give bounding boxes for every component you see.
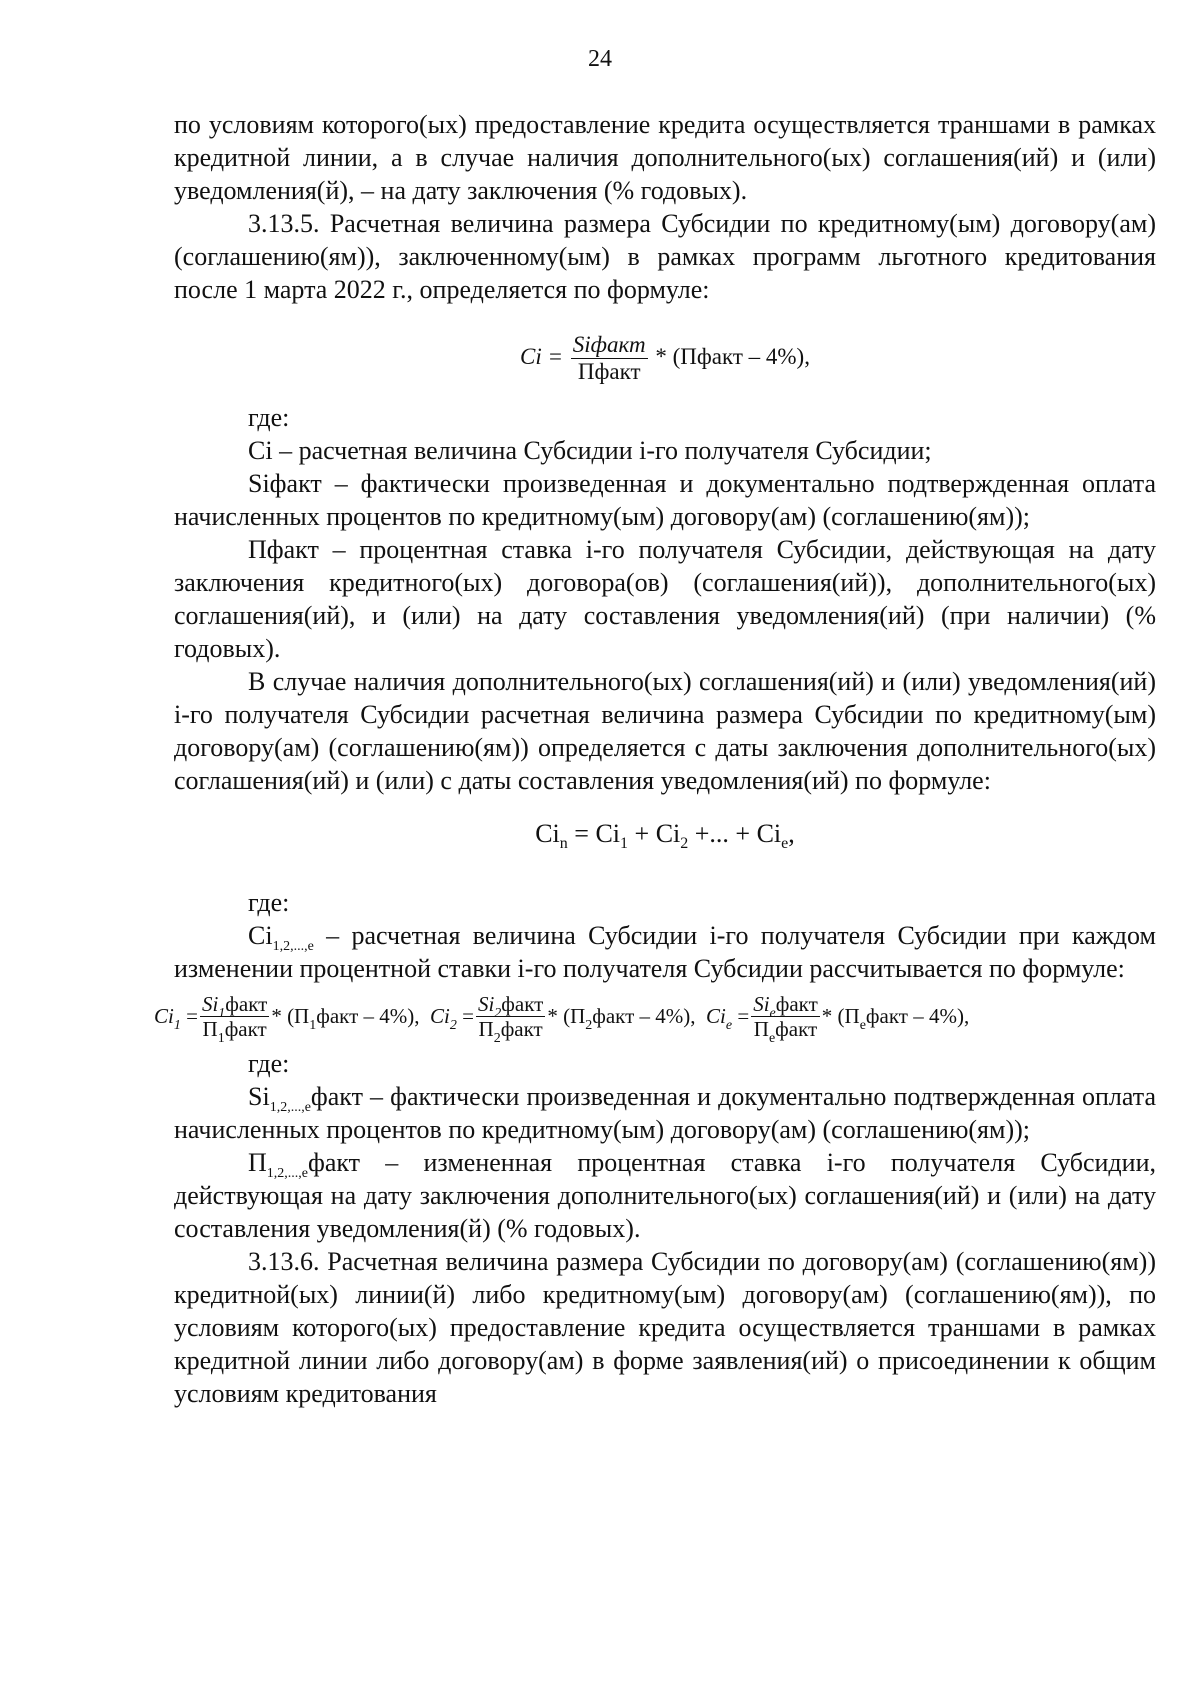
formula-term-rhs: * $(П_eфакт - 4\%)$,: [821, 1003, 970, 1033]
formula-ci-series: $Ci_1$ = $\frac{Si_1факт}{П_1факт}$ * $(П_1факт - 4\%)$, $Ci_2$ = $\frac{Si_2факт}{П_2факт}$ * $(П_2факт - 4\%)$, $Ci_e$ = $\frac{Si_eфакт}{П_eфакт}$ * $(П_eфакт - 4\%)$,: [154, 991, 970, 1046]
definition-term: П: [248, 1148, 267, 1177]
paragraph-3-13-5: 3.13.5. Расчетная величина размера Субсидии по кредитному(ым) договору(ам) (соглашению(ям)), заключенному(ым) в рамках программ льготного кредитования после 1 марта 2022 г., определяется по формуле:: [174, 209, 1156, 304]
definition-p-1-2-e: [174, 1146, 1156, 1245]
formula-term-fraction: $\frac{Si_1факт}{П_1факт}$: [201, 991, 268, 1046]
formula-cin-subscript: 2: [680, 835, 689, 852]
definition-p-fact: Пфакт – процентная ставка i-го получателя Субсидии, действующая на дату заключения кредитного(ых) договора(ов) (соглашения(ий)), дополнительного(ых) соглашения(ий), и (или) на дату составления уведомления(ий) (при наличии) (% годовых).: [174, 535, 1156, 663]
formula-cin: [174, 817, 1156, 850]
definition-term: Si: [248, 1082, 270, 1111]
formula-cin-term: +... + Ci: [688, 819, 782, 848]
formula-cin-term: = Ci: [567, 819, 621, 848]
formula-cin-term: Ci: [535, 819, 560, 848]
definition-si-fact: Siфакт – фактически произведенная и документально подтвержденная оплата начисленных процентов по кредитному(ым) договору(ам) (соглашению(ям));: [174, 469, 1156, 531]
document-body: [154, 108, 1156, 1410]
formula-term-lhs: $Ci_2$: [430, 1003, 457, 1033]
formula-ci-rhs: * (Пфакт – 4%),: [649, 343, 810, 369]
formula-cin-subscript: n: [559, 835, 568, 852]
formula-cin-term: ,: [788, 819, 795, 848]
definition-subscript: 1,2,...,e: [272, 939, 314, 954]
definition-ci-1-2-e: [174, 919, 1156, 985]
formula-term-rhs: * $(П_2факт - 4\%)$,: [547, 1003, 696, 1033]
formula-ci: [174, 332, 1156, 385]
formula-term-rhs: * $(П_1факт - 4\%)$,: [271, 1003, 420, 1033]
definition-text: факт – фактически произведенная и документально подтвержденная оплата начисленных процентов по кредитному(ым) договору(ам) (соглашению(ям));: [174, 1082, 1156, 1144]
definition-subscript: 1,2,...,e: [266, 1166, 308, 1181]
definition-subscript: 1,2,...,e: [269, 1100, 311, 1115]
formula-cin-subscript: e: [781, 835, 789, 852]
formula-term-lhs: $Ci_e$: [706, 1003, 733, 1033]
where-label: где:: [248, 1049, 290, 1078]
formula-ci-denominator: Пфакт: [577, 359, 641, 384]
formula-term-lhs: $Ci_1$: [154, 1003, 181, 1033]
definition-text: факт – измененная процентная ставка i-го получателя Субсидии, действующая на дату заключения дополнительного(ых) соглашения(ий) и (или) на дату составления уведомления(й) (% годовых).: [174, 1148, 1156, 1243]
definition-text: – расчетная величина Субсидии i-го получателя Субсидии при каждом изменении процентной ставки i-го получателя Субсидии рассчитывается по формуле:: [174, 921, 1156, 983]
formula-term-fraction: $\frac{Si_2факт}{П_2факт}$: [477, 991, 544, 1046]
paragraph-additional-agreements: В случае наличия дополнительного(ых) соглашения(ий) и (или) уведомления(ий) i-го получателя Субсидии расчетная величина размера Субсидии по кредитному(ым) договору(ам) (соглашению(ям)) определяется с даты заключения дополнительного(ых) соглашения(ий) и (или) с даты составления уведомления(ий) по формуле:: [174, 667, 1156, 795]
where-label: где:: [248, 403, 290, 432]
definition-term: Ci: [248, 921, 273, 950]
formula-ci-numerator: Siфакт: [572, 332, 646, 357]
formula-cin-subscript: 1: [620, 835, 629, 852]
where-label: где:: [248, 888, 290, 917]
paragraph-3-13-6: 3.13.6. Расчетная величина размера Субсидии по договору(ам) (соглашению(ям)) кредитной(ых) линии(й) либо кредитному(ым) договору(ам) (соглашению(ям)), по условиям которого(ых) предоставление кредита осуществляется траншами в рамках кредитной линии либо договору(ам) в форме заявления(ий) о присоединении к общим условиям кредитования: [174, 1247, 1156, 1408]
formula-term-fraction: $\frac{Si_eфакт}{П_eфакт}$: [753, 991, 818, 1046]
page-number: 24: [588, 46, 612, 72]
formula-ci-lhs: Ci =: [520, 343, 564, 369]
formula-ci-fraction: [571, 332, 648, 385]
formula-cin-term: + Ci: [628, 819, 681, 848]
definition-ci: Ci – расчетная величина Субсидии i-го получателя Субсидии;: [248, 436, 932, 465]
paragraph-continuation: по условиям которого(ых) предоставление кредита осуществляется траншами в рамках кредитной линии, а в случае наличия дополнительного(ых) соглашения(ий) и (или) уведомления(й), – на дату заключения (% годовых).: [174, 110, 1156, 205]
definition-si-1-2-e: [174, 1080, 1156, 1146]
